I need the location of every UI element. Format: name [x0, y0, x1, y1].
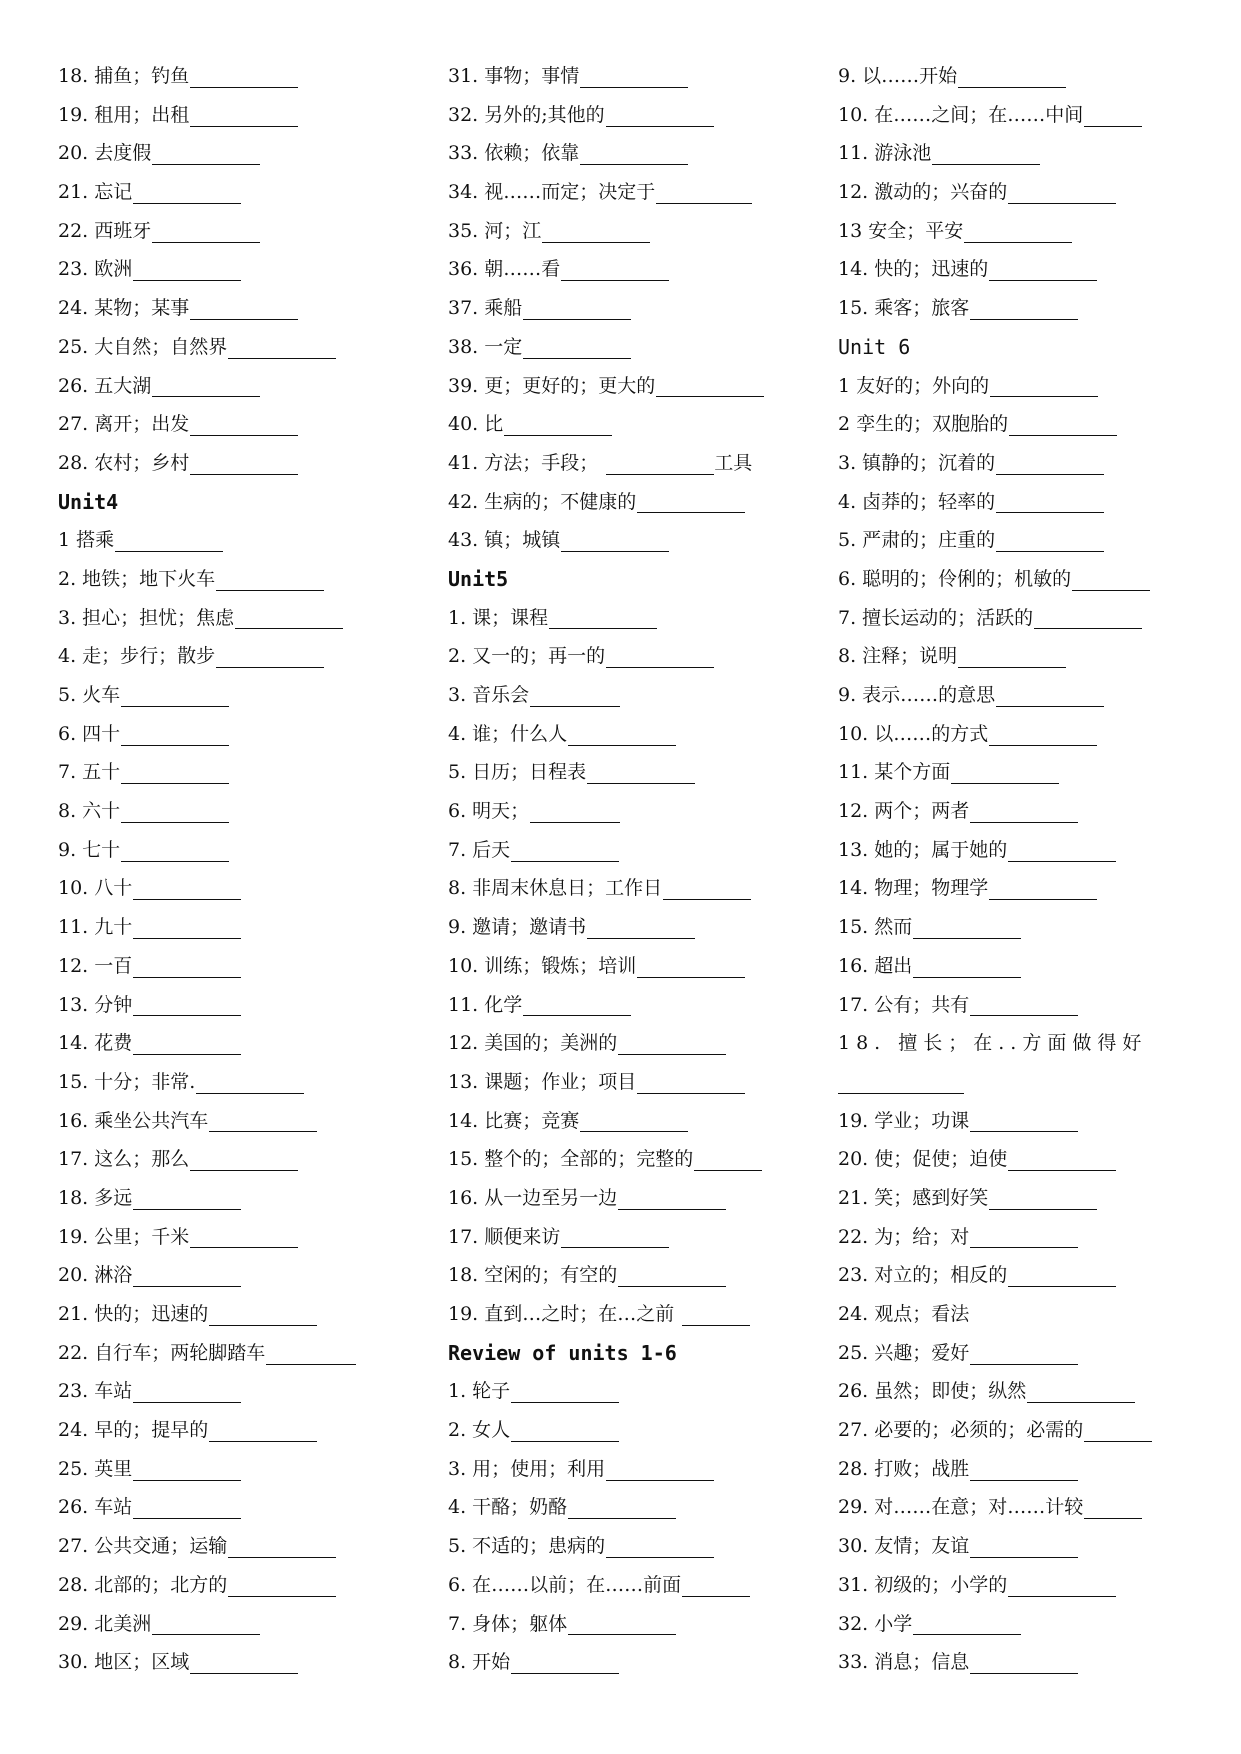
answer-blank[interactable]: [932, 142, 1040, 165]
answer-blank[interactable]: [606, 104, 714, 127]
list-item: 23. 欧洲: [58, 250, 398, 289]
list-item: 14. 比赛；竞赛: [448, 1102, 798, 1141]
answer-blank[interactable]: [606, 645, 714, 668]
list-item: 21. 忘记: [58, 173, 398, 212]
answer-blank[interactable]: [580, 1109, 688, 1132]
answer-blank[interactable]: [133, 181, 241, 204]
list-item: 21. 笑；感到好笑: [838, 1179, 1198, 1218]
list-item: 5. 严肃的；庄重的: [838, 521, 1198, 560]
answer-blank[interactable]: [209, 1303, 317, 1326]
answer-blank[interactable]: [1034, 606, 1142, 629]
answer-blank[interactable]: [606, 1535, 714, 1558]
answer-blank[interactable]: [568, 723, 676, 746]
list-item: 6. 在……以前；在……前面: [448, 1566, 798, 1605]
list-item: 18. 多远: [58, 1179, 398, 1218]
answer-blank[interactable]: [568, 1496, 676, 1519]
answer-blank[interactable]: [682, 1303, 750, 1326]
answer-blank[interactable]: [152, 1612, 260, 1635]
list-item: 43. 镇；城镇: [448, 521, 798, 560]
answer-blank[interactable]: [970, 800, 1078, 823]
section-heading-unit6: Unit 6: [838, 334, 911, 359]
answer-blank[interactable]: [190, 104, 298, 127]
list-item: 19. 学业；功课: [838, 1102, 1198, 1141]
list-item: 28. 农村；乡村: [58, 444, 398, 483]
list-item: 6. 四十: [58, 715, 398, 754]
list-item: 28. 北部的；北方的: [58, 1566, 398, 1605]
list-item: 22. 西班牙: [58, 212, 398, 251]
list-item: 18. 捕鱼；钓鱼: [58, 57, 398, 96]
list-item: 13 安全；平安: [838, 212, 1198, 251]
list-item: 27. 必要的；必须的；必需的: [838, 1411, 1198, 1450]
list-item: 28. 打败；战胜: [838, 1450, 1198, 1489]
list-item: 30. 地区；区域: [58, 1643, 398, 1682]
answer-blank[interactable]: [996, 452, 1104, 475]
answer-blank[interactable]: [1008, 1574, 1116, 1597]
list-item: 31. 事物；事情: [448, 57, 798, 96]
list-item: 12. 激动的；兴奋的: [838, 173, 1198, 212]
list-item: 2. 又一的；再一的: [448, 637, 798, 676]
answer-blank[interactable]: [637, 490, 745, 513]
answer-blank[interactable]: [115, 529, 223, 552]
answer-blank[interactable]: [989, 877, 1097, 900]
answer-blank[interactable]: [216, 645, 324, 668]
list-item: 19. 直到…之时；在…之前: [448, 1295, 798, 1334]
answer-blank[interactable]: [511, 1651, 619, 1674]
list-item: 15. 然而: [838, 908, 1198, 947]
answer-blank[interactable]: [989, 258, 1097, 281]
answer-blank[interactable]: [970, 1535, 1078, 1558]
list-item: 4. 干酪；奶酪: [448, 1488, 798, 1527]
answer-blank[interactable]: [618, 1264, 726, 1287]
answer-blank[interactable]: [970, 1342, 1078, 1365]
answer-blank[interactable]: [1084, 104, 1142, 127]
answer-blank[interactable]: [587, 916, 695, 939]
answer-blank[interactable]: [190, 413, 298, 436]
answer-blank[interactable]: [913, 916, 1021, 939]
answer-blank[interactable]: [190, 452, 298, 475]
list-item: 19. 租用；出租: [58, 96, 398, 135]
answer-blank[interactable]: [964, 220, 1072, 243]
list-item: 37. 乘船: [448, 289, 798, 328]
answer-blank[interactable]: [996, 684, 1104, 707]
answer-blank[interactable]: [996, 490, 1104, 513]
answer-blank[interactable]: [663, 877, 751, 900]
answer-blank[interactable]: [511, 839, 619, 862]
list-item: 12. 一百: [58, 947, 398, 986]
list-item: 5. 火车: [58, 676, 398, 715]
list-item: 32. 另外的;其他的: [448, 96, 798, 135]
answer-blank[interactable]: [266, 1342, 356, 1365]
list-item: 8. 六十: [58, 792, 398, 831]
answer-blank[interactable]: [511, 1419, 619, 1442]
answer-blank[interactable]: [606, 452, 714, 475]
list-item: 13. 课题；作业；项目: [448, 1063, 798, 1102]
list-item: 11. 游泳池: [838, 134, 1198, 173]
list-item: 14. 物理；物理学: [838, 869, 1198, 908]
answer-blank[interactable]: [133, 1187, 241, 1210]
answer-blank[interactable]: [587, 761, 695, 784]
answer-blank[interactable]: [561, 529, 669, 552]
list-item: 2. 地铁；地下火车: [58, 560, 398, 599]
list-item: 4. 卤莽的；轻率的: [838, 483, 1198, 522]
list-item: 20. 去度假: [58, 134, 398, 173]
answer-blank[interactable]: [989, 723, 1097, 746]
answer-blank[interactable]: [523, 336, 631, 359]
answer-blank[interactable]: [656, 374, 764, 397]
list-item: 27. 公共交通；运输: [58, 1527, 398, 1566]
list-item: 1 搭乘: [58, 521, 398, 560]
list-item: 1. 轮子: [448, 1372, 798, 1411]
list-item: 24. 观点；看法: [838, 1303, 970, 1325]
answer-blank[interactable]: [133, 877, 241, 900]
list-item: 39. 更；更好的；更大的: [448, 367, 798, 406]
answer-blank[interactable]: [1008, 839, 1116, 862]
list-item: 34. 视……而定；决定于: [448, 173, 798, 212]
answer-blank[interactable]: [190, 1651, 298, 1674]
list-item-continuation: [838, 1063, 1198, 1102]
list-item: 4. 谁；什么人: [448, 715, 798, 754]
list-item: 1 友好的；外向的: [838, 367, 1198, 406]
list-item: 10. 以……的方式: [838, 715, 1198, 754]
answer-blank[interactable]: [838, 1071, 964, 1094]
answer-blank[interactable]: [1008, 1148, 1116, 1171]
list-item: 6. 明天；: [448, 792, 798, 831]
list-item: 20. 使；促使；迫使: [838, 1140, 1198, 1179]
list-item: 36. 朝……看: [448, 250, 798, 289]
answer-blank[interactable]: [133, 916, 241, 939]
answer-blank[interactable]: [190, 1225, 298, 1248]
answer-blank[interactable]: [121, 761, 229, 784]
list-item: 8. 非周末休息日；工作日: [448, 869, 798, 908]
list-item: 30. 友情；友谊: [838, 1527, 1198, 1566]
answer-blank[interactable]: [989, 1187, 1097, 1210]
answer-blank[interactable]: [951, 761, 1059, 784]
list-item: 17. 公有；共有: [838, 986, 1198, 1025]
answer-blank[interactable]: [228, 336, 336, 359]
list-item: 27. 离开；出发: [58, 405, 398, 444]
answer-blank[interactable]: [133, 258, 241, 281]
answer-blank[interactable]: [216, 568, 324, 591]
answer-blank[interactable]: [235, 606, 343, 629]
answer-blank[interactable]: [970, 1225, 1078, 1248]
answer-blank[interactable]: [196, 1071, 304, 1094]
list-item: 11. 化学: [448, 986, 798, 1025]
answer-blank[interactable]: [133, 1264, 241, 1287]
answer-blank[interactable]: [190, 1148, 298, 1171]
column-3: [838, 57, 1198, 1682]
list-item: 21. 快的；迅速的: [58, 1295, 398, 1334]
list-item: 40. 比: [448, 405, 798, 444]
list-item: 2. 女人: [448, 1411, 798, 1450]
answer-blank[interactable]: [511, 1380, 619, 1403]
answer-blank[interactable]: [133, 1032, 241, 1055]
list-item: 12. 两个；两者: [838, 792, 1198, 831]
list-item: 16. 乘坐公共汽车: [58, 1102, 398, 1141]
list-item: 8. 开始: [448, 1643, 798, 1682]
answer-blank[interactable]: [580, 65, 688, 88]
list-item: 7. 后天: [448, 831, 798, 870]
answer-blank[interactable]: [209, 1419, 317, 1442]
list-item: 42. 生病的；不健康的: [448, 483, 798, 522]
answer-blank[interactable]: [1084, 1419, 1152, 1442]
list-item: 17. 顺便来访: [448, 1218, 798, 1257]
answer-blank[interactable]: [152, 142, 260, 165]
list-item: 11. 某个方面: [838, 753, 1198, 792]
list-item: 31. 初级的；小学的: [838, 1566, 1198, 1605]
list-item: 4. 走；步行；散步: [58, 637, 398, 676]
list-item: 9. 邀请；邀请书: [448, 908, 798, 947]
list-item: 7. 擅长运动的；活跃的: [838, 599, 1198, 638]
answer-blank[interactable]: [970, 1109, 1078, 1132]
answer-blank[interactable]: [958, 65, 1066, 88]
list-item: 10. 训练；锻炼；培训: [448, 947, 798, 986]
answer-blank[interactable]: [530, 800, 620, 823]
answer-blank[interactable]: [990, 374, 1098, 397]
answer-blank[interactable]: [228, 1535, 336, 1558]
answer-blank[interactable]: [133, 993, 241, 1016]
answer-blank[interactable]: [530, 684, 620, 707]
answer-blank[interactable]: [913, 1612, 1021, 1635]
list-item: 19. 公里；千米: [58, 1218, 398, 1257]
section-heading-unit5: Unit5: [448, 566, 509, 591]
answer-blank[interactable]: [523, 993, 631, 1016]
list-item: 13. 分钟: [58, 986, 398, 1025]
list-item: 9. 表示……的意思: [838, 676, 1198, 715]
list-item: 15. 整个的；全部的；完整的: [448, 1140, 798, 1179]
list-item: 25. 大自然；自然界: [58, 328, 398, 367]
answer-blank[interactable]: [133, 955, 241, 978]
answer-blank[interactable]: [121, 839, 229, 862]
answer-blank[interactable]: [913, 955, 1021, 978]
answer-blank[interactable]: [580, 142, 688, 165]
answer-blank[interactable]: [561, 258, 669, 281]
list-item: 16. 超出: [838, 947, 1198, 986]
list-item: 2 孪生的；双胞胎的: [838, 405, 1198, 444]
list-item: 11. 九十: [58, 908, 398, 947]
answer-blank[interactable]: [1008, 1264, 1116, 1287]
list-item: 6. 聪明的；伶俐的；机敏的: [838, 560, 1198, 599]
list-item: 5. 日历；日程表: [448, 753, 798, 792]
list-item: 14. 快的；迅速的: [838, 250, 1198, 289]
list-item: 29. 北美洲: [58, 1605, 398, 1644]
answer-blank[interactable]: [504, 413, 612, 436]
answer-blank[interactable]: [209, 1109, 317, 1132]
answer-blank[interactable]: [133, 1380, 241, 1403]
answer-blank[interactable]: [568, 1612, 676, 1635]
list-item: 41. 方法；手段； 工具: [448, 451, 753, 474]
list-item: 12. 美国的；美洲的: [448, 1024, 798, 1063]
answer-blank[interactable]: [133, 1458, 241, 1481]
list-item: 25. 兴趣；爱好: [838, 1334, 1198, 1373]
answer-blank[interactable]: [637, 955, 745, 978]
list-item: 16. 从一边至另一边: [448, 1179, 798, 1218]
list-item: 10. 八十: [58, 869, 398, 908]
list-item: 26. 虽然；即使；纵然: [838, 1372, 1198, 1411]
list-item: 14. 花费: [58, 1024, 398, 1063]
list-item: 1. 课；课程: [448, 599, 798, 638]
list-item: 29. 对……在意；对……计较: [838, 1488, 1198, 1527]
section-heading-review: Review of units 1-6: [448, 1340, 677, 1365]
answer-blank[interactable]: [970, 297, 1078, 320]
list-item: 38. 一定: [448, 328, 798, 367]
list-item: 23. 车站: [58, 1372, 398, 1411]
list-item: 18. 擅长；在..方面做得好: [838, 1032, 1148, 1055]
list-item: 15. 乘客；旅客: [838, 289, 1198, 328]
list-item: 25. 英里: [58, 1450, 398, 1489]
list-item: 3. 音乐会: [448, 676, 798, 715]
answer-blank[interactable]: [121, 684, 229, 707]
list-item: 7. 五十: [58, 753, 398, 792]
answer-blank[interactable]: [637, 1071, 745, 1094]
list-item: 24. 早的；提早的: [58, 1411, 398, 1450]
list-item: 15. 十分；非常.: [58, 1063, 398, 1102]
list-item: 22. 自行车；两轮脚踏车: [58, 1334, 398, 1373]
list-item: 3. 镇静的；沉着的: [838, 444, 1198, 483]
answer-blank[interactable]: [606, 1458, 714, 1481]
list-item: 5. 不适的；患病的: [448, 1527, 798, 1566]
answer-blank[interactable]: [190, 297, 298, 320]
answer-blank[interactable]: [656, 181, 752, 204]
section-heading-unit4: Unit4: [58, 489, 119, 514]
list-item: 10. 在……之间；在……中间: [838, 96, 1198, 135]
list-item: 9. 七十: [58, 831, 398, 870]
answer-blank[interactable]: [549, 606, 657, 629]
answer-blank[interactable]: [561, 1225, 669, 1248]
answer-blank[interactable]: [1072, 568, 1150, 591]
list-item: 3. 用；使用；利用: [448, 1450, 798, 1489]
answer-blank[interactable]: [152, 374, 260, 397]
list-item: 33. 消息；信息: [838, 1643, 1198, 1682]
answer-blank[interactable]: [1008, 181, 1116, 204]
column-1: [58, 57, 398, 1682]
answer-blank[interactable]: [618, 1187, 726, 1210]
list-item: 35. 河；江: [448, 212, 798, 251]
list-item: 3. 担心；担忧；焦虑: [58, 599, 398, 638]
list-item: 26. 五大湖: [58, 367, 398, 406]
list-item: 8. 注释；说明: [838, 637, 1198, 676]
answer-blank[interactable]: [1027, 1380, 1135, 1403]
answer-blank[interactable]: [694, 1148, 762, 1171]
answer-blank[interactable]: [996, 529, 1104, 552]
answer-blank[interactable]: [523, 297, 631, 320]
answer-blank[interactable]: [970, 1458, 1078, 1481]
answer-blank[interactable]: [1084, 1496, 1142, 1519]
answer-blank[interactable]: [152, 220, 260, 243]
answer-blank[interactable]: [958, 645, 1066, 668]
answer-blank[interactable]: [970, 993, 1078, 1016]
answer-blank[interactable]: [121, 723, 229, 746]
list-item: 26. 车站: [58, 1488, 398, 1527]
list-item: 18. 空闲的；有空的: [448, 1256, 798, 1295]
list-item: 24. 某物；某事: [58, 289, 398, 328]
list-item: 17. 这么；那么: [58, 1140, 398, 1179]
answer-blank[interactable]: [121, 800, 229, 823]
answer-blank[interactable]: [682, 1574, 750, 1597]
answer-blank[interactable]: [542, 220, 650, 243]
column-2: [448, 57, 798, 1682]
list-item: 9. 以……开始: [838, 57, 1198, 96]
list-item: 7. 身体；躯体: [448, 1605, 798, 1644]
list-item: 22. 为；给；对: [838, 1218, 1198, 1257]
answer-blank[interactable]: [1009, 413, 1117, 436]
answer-blank[interactable]: [133, 1496, 241, 1519]
list-item: 32. 小学: [838, 1605, 1198, 1644]
answer-blank[interactable]: [228, 1574, 336, 1597]
list-item: 23. 对立的；相反的: [838, 1256, 1198, 1295]
answer-blank[interactable]: [190, 65, 298, 88]
list-item: 33. 依赖；依靠: [448, 134, 798, 173]
answer-blank[interactable]: [618, 1032, 726, 1055]
list-item: 13. 她的；属于她的: [838, 831, 1198, 870]
list-item: 20. 淋浴: [58, 1256, 398, 1295]
answer-blank[interactable]: [970, 1651, 1078, 1674]
